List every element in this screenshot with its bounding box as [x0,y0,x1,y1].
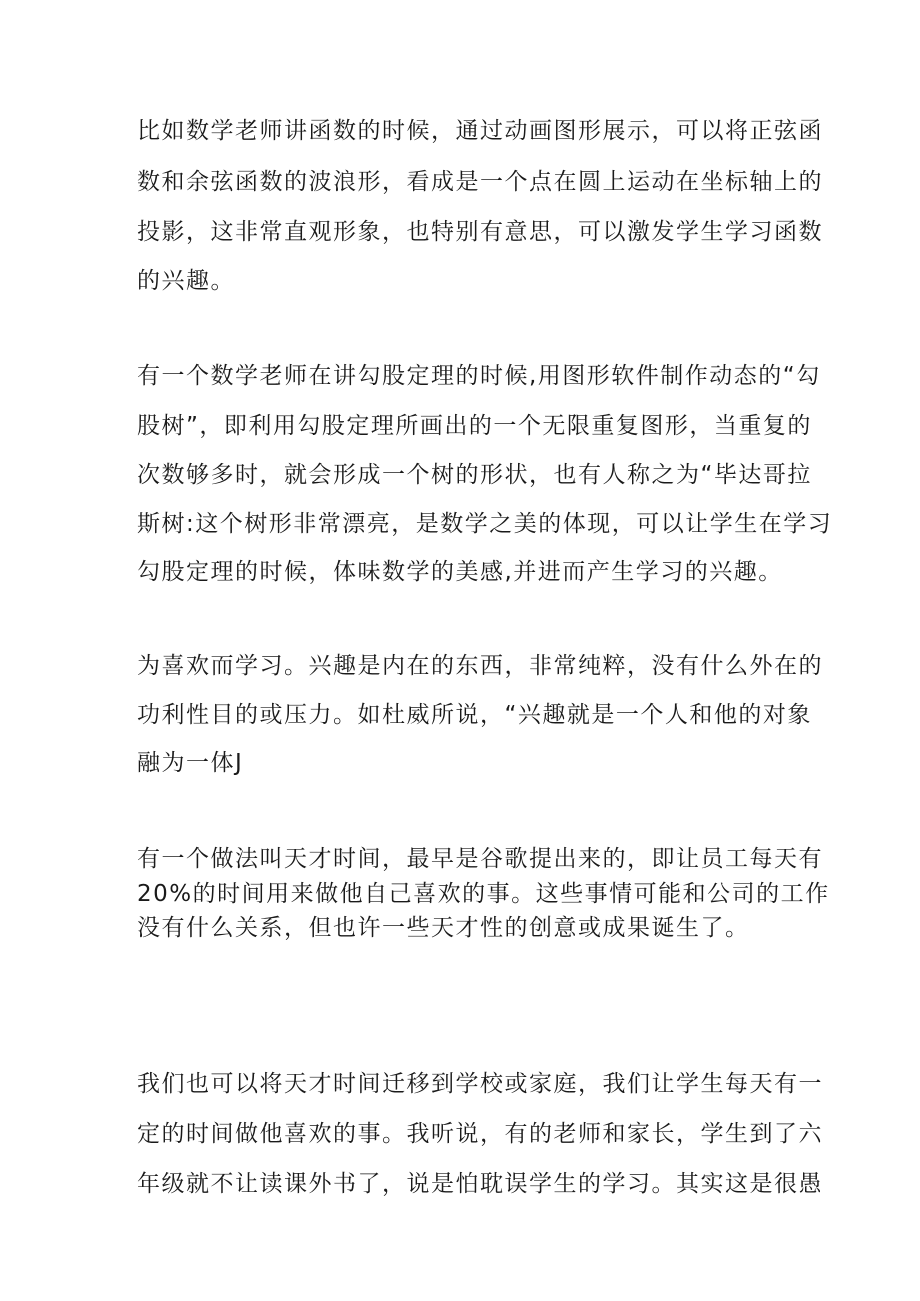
text-line: 的兴趣。 [137,268,235,294]
text-line: 年级就不让读课外书了，说是怕耽误学生的学习。其实这是很愚 [137,1171,823,1197]
text-line: 数和余弦函数的波浪形，看成是一个点在圆上运动在坐标轴上的 [137,169,823,195]
text-line: 勾股定理的时候，体味数学的美感,并进而产生学习的兴趣。 [137,559,783,585]
text-line: 定的时间做他喜欢的事。我听说，有的老师和家长，学生到了六 [137,1121,823,1147]
text-line: 没有什么关系，但也许一些天才性的创意或成果诞生了。 [137,915,750,941]
text-line: 有一个做法叫天才时间，最早是谷歌提出来的，即让员工每天有 [137,846,823,872]
text-line: 我们也可以将天才时间迁移到学校或家庭，我们让学生每天有一 [137,1071,823,1097]
text-line: 股树”，即利用勾股定理所画出的一个无限重复图形，当重复的 [137,413,812,439]
text-line: 20%的时间用来做他自己喜欢的事。这些事情可能和公司的工作 [137,881,830,907]
text-line: 次数够多时，就会形成一个树的形状，也有人称之为“毕达哥拉 [137,462,812,488]
text-line: 功利性目的或压力。如杜威所说，“兴趣就是一个人和他的对象 [137,702,812,728]
text-line: 有一个数学老师在讲勾股定理的时候,用图形软件制作动态的“勾 [137,363,821,389]
text-line: 斯树:这个树形非常漂亮，是数学之美的体现，可以让学生在学习 [137,511,833,537]
text-line: 比如数学老师讲函数的时候，通过动画图形展示，可以将正弦函 [137,118,823,144]
text-line: 投影，这非常直观形象，也特别有意思，可以激发学生学习函数 [137,219,823,245]
text-line: 融为一体J [137,750,244,776]
text-line: 为喜欢而学习。兴趣是内在的东西，非常纯粹，没有什么外在的 [137,653,823,679]
